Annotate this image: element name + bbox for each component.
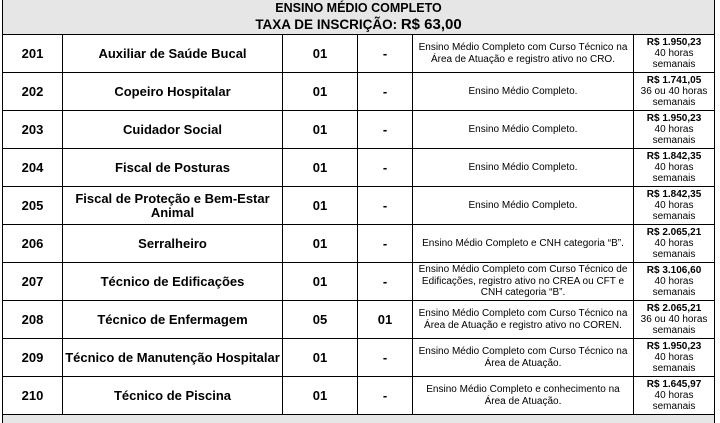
job-title: Fiscal de Posturas (63, 149, 283, 187)
vacancies: 05 (283, 301, 358, 339)
salary-cell (634, 73, 715, 111)
table-row (3, 225, 715, 263)
requirements: Ensino Médio Completo. (413, 149, 634, 187)
requirements: Ensino Médio Completo com Curso Técnico na Área de Atuação. (413, 339, 634, 377)
table-banner (3, 0, 715, 35)
vacancy-table-container (2, 0, 714, 423)
table-row (3, 263, 715, 301)
salary-cell (634, 339, 715, 377)
vacancies: 01 (283, 187, 358, 225)
weekly-hours: 36 ou 40 horas semanais (634, 86, 714, 108)
table-row (3, 377, 715, 415)
salary-amount: R$ 1.950,23 (634, 341, 714, 352)
table-row (3, 187, 715, 225)
reserved-vacancies: - (358, 73, 413, 111)
reserved-vacancies: 01 (358, 301, 413, 339)
salary-amount: R$ 2.065,21 (634, 227, 714, 238)
job-title: Técnico de Piscina (63, 377, 283, 415)
requirements: Ensino Médio Completo. (413, 187, 634, 225)
weekly-hours: 40 horas semanais (634, 390, 714, 412)
reserved-vacancies: - (358, 111, 413, 149)
salary-cell (634, 187, 715, 225)
job-code: 206 (3, 225, 63, 263)
reserved-vacancies: - (358, 149, 413, 187)
reserved-vacancies: - (358, 339, 413, 377)
salary-cell (634, 263, 715, 301)
reserved-vacancies: - (358, 377, 413, 415)
vacancies: 01 (283, 73, 358, 111)
requirements: Ensino Médio Completo com Curso Técnico de Edificações, registro ativo no CREA ou CFT e CNH categoria “B”. (413, 263, 634, 301)
job-title: Auxiliar de Saúde Bucal (63, 35, 283, 73)
salary-cell (634, 225, 715, 263)
job-code: 203 (3, 111, 63, 149)
vacancies: 01 (283, 225, 358, 263)
table-row (3, 73, 715, 111)
job-title: Técnico de Manutenção Hospitalar (63, 339, 283, 377)
salary-amount: R$ 2.065,21 (634, 303, 714, 314)
weekly-hours: 40 horas semanais (634, 162, 714, 184)
job-code: 209 (3, 339, 63, 377)
salary-amount: R$ 3.106,60 (634, 265, 714, 276)
salary-amount: R$ 1.645,97 (634, 379, 714, 390)
weekly-hours: 40 horas semanais (634, 200, 714, 222)
reserved-vacancies: - (358, 225, 413, 263)
vacancies: 01 (283, 377, 358, 415)
job-code: 201 (3, 35, 63, 73)
job-title: Serralheiro (63, 225, 283, 263)
requirements: Ensino Médio Completo. (413, 73, 634, 111)
salary-amount: R$ 1.950,23 (634, 37, 714, 48)
weekly-hours: 40 horas semanais (634, 352, 714, 374)
registration-fee-line (3, 16, 714, 34)
job-title: Fiscal de Proteção e Bem-Estar Animal (63, 187, 283, 225)
salary-amount: R$ 1.741,05 (634, 75, 714, 86)
salary-cell (634, 301, 715, 339)
vacancies: 01 (283, 111, 358, 149)
registration-fee-value: R$ 63,00 (401, 16, 462, 33)
vacancy-table (2, 0, 715, 423)
requirements: Ensino Médio Completo. (413, 111, 634, 149)
job-code: 204 (3, 149, 63, 187)
salary-amount: R$ 1.842,35 (634, 189, 714, 200)
table-row (3, 149, 715, 187)
requirements: Ensino Médio Completo com Curso Técnico na Área de Atuação e registro ativo no COREN. (413, 301, 634, 339)
job-code: 207 (3, 263, 63, 301)
vacancies: 01 (283, 263, 358, 301)
salary-amount: R$ 1.842,35 (634, 151, 714, 162)
registration-fee-label: TAXA DE INSCRIÇÃO: (255, 17, 397, 32)
weekly-hours: 40 horas semanais (634, 124, 714, 146)
weekly-hours: 40 horas semanais (634, 48, 714, 70)
weekly-hours: 40 horas semanais (634, 276, 714, 298)
requirements: Ensino Médio Completo e CNH categoria “B”. (413, 225, 634, 263)
reserved-vacancies: - (358, 187, 413, 225)
reserved-vacancies: - (358, 35, 413, 73)
salary-amount: R$ 1.950,23 (634, 113, 714, 124)
requirements: Ensino Médio Completo com Curso Técnico na Área de Atuação e registro ativo no CRO. (413, 35, 634, 73)
education-level-heading: ENSINO MÉDIO COMPLETO (3, 0, 714, 16)
job-title: Técnico de Enfermagem (63, 301, 283, 339)
table-row (3, 111, 715, 149)
weekly-hours: 36 ou 40 horas semanais (634, 314, 714, 336)
job-title: Técnico de Edificações (63, 263, 283, 301)
reserved-vacancies: - (358, 263, 413, 301)
vacancies: 01 (283, 35, 358, 73)
table-row (3, 339, 715, 377)
requirements: Ensino Médio Completo e conhecimento na Área de Atuação. (413, 377, 634, 415)
salary-cell (634, 111, 715, 149)
job-title: Copeiro Hospitalar (63, 73, 283, 111)
table-row (3, 301, 715, 339)
job-code: 208 (3, 301, 63, 339)
job-title: Cuidador Social (63, 111, 283, 149)
salary-cell (634, 149, 715, 187)
job-code: 210 (3, 377, 63, 415)
job-code: 202 (3, 73, 63, 111)
vacancies: 01 (283, 149, 358, 187)
vacancies: 01 (283, 339, 358, 377)
salary-cell (634, 35, 715, 73)
salary-cell (634, 377, 715, 415)
table-row (3, 35, 715, 73)
job-code: 205 (3, 187, 63, 225)
weekly-hours: 40 horas semanais (634, 238, 714, 260)
